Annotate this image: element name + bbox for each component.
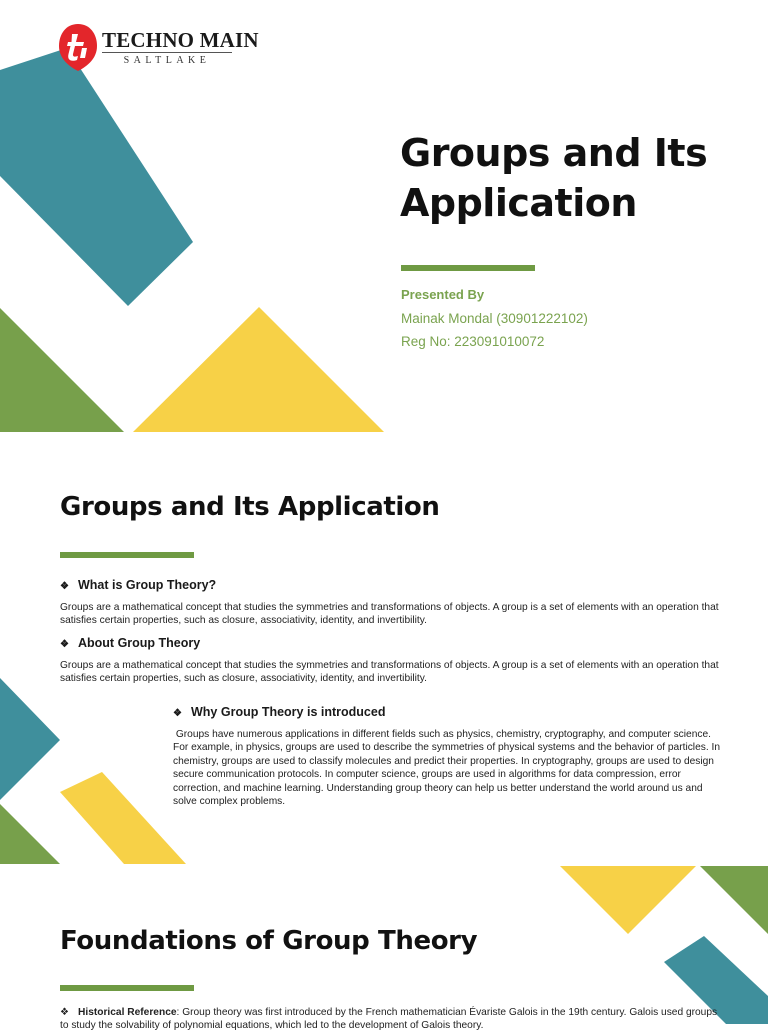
teal-band-shape [0,678,60,800]
yellow-band-shape [60,772,186,864]
section-heading-why [173,705,385,719]
section-text-why: Groups have numerous applications in different fields such as physics, chemistry, cryptography, and computer science. For example, in physics, groups are used to describe the symmetries of physical systems and the behavior of particles. In chemistry, groups are used to classify molecules and predict their properties. In cryptography, groups are used to design secure communication protocols. In computer science, groups are used in algorithms for data compression, error correction, and machine learning. Understanding group theory can help us better understand the world around us and solve complex problems. [173,729,723,808]
title-slide [0,0,768,432]
section-heading-text: About Group Theory [78,636,201,650]
historical-reference-bullet [60,1006,720,1033]
green-triangle-shape [700,866,768,934]
diamond-bullet-icon: ❖ [173,708,182,719]
logo-divider [102,52,232,53]
section-heading-about [60,636,200,650]
yellow-triangle-shape [133,307,384,432]
techno-main-logo-icon [58,22,98,72]
presentation-title [400,128,740,228]
content-slide [0,434,768,864]
green-triangle-shape [0,308,124,432]
yellow-triangle-shape [560,866,696,934]
bullet-label: Historical Reference [78,1007,177,1018]
logo-subtitle: SALTLAKE [123,55,211,66]
slide-heading: Foundations of Group Theory [60,926,478,956]
heading-underline [60,985,194,991]
title-line-2: Application [400,181,637,225]
title-underline [401,265,535,271]
section-heading-text: Why Group Theory is introduced [191,705,386,719]
slide-heading: Groups and Its Application [60,492,440,522]
registration-number: Reg No: 223091010072 [401,334,545,349]
techno-main-logo [58,22,259,74]
section-heading-what [60,578,216,592]
green-triangle-shape [0,804,60,864]
presented-by-label: Presented By [401,287,485,302]
diamond-bullet-icon: ❖ [60,581,69,592]
presenter-name: Mainak Mondal (30901222102) [401,311,588,326]
title-line-1: Groups and Its [400,131,708,175]
section-text-what: Groups are a mathematical concept that studies the symmetries and transformations of objects. A group is a set of elements with an operation that satisfies certain properties, such as closure, associativity, identity, and invertibility. [60,602,719,627]
heading-underline [60,552,194,558]
diamond-bullet-icon: ❖ [60,639,69,650]
section-heading-text: What is Group Theory? [78,578,217,592]
logo-title: TECHNO MAIN [102,28,259,52]
teal-band-shape [0,48,193,306]
diamond-bullet-icon: ❖ [60,1007,69,1018]
section-text-about: Groups are a mathematical concept that studies the symmetries and transformations of objects. A group is a set of elements with an operation that satisfies certain properties, such as closure, associativity, identity, and invertibility. [60,660,719,685]
bullet-text: : Group theory was first introduced by the French mathematician Évariste Galois in the 19th century. Galois used groups to study the solvability of polynomial equations, which led to the development of Galois theory. [60,1007,718,1032]
foundations-slide [0,866,768,1032]
